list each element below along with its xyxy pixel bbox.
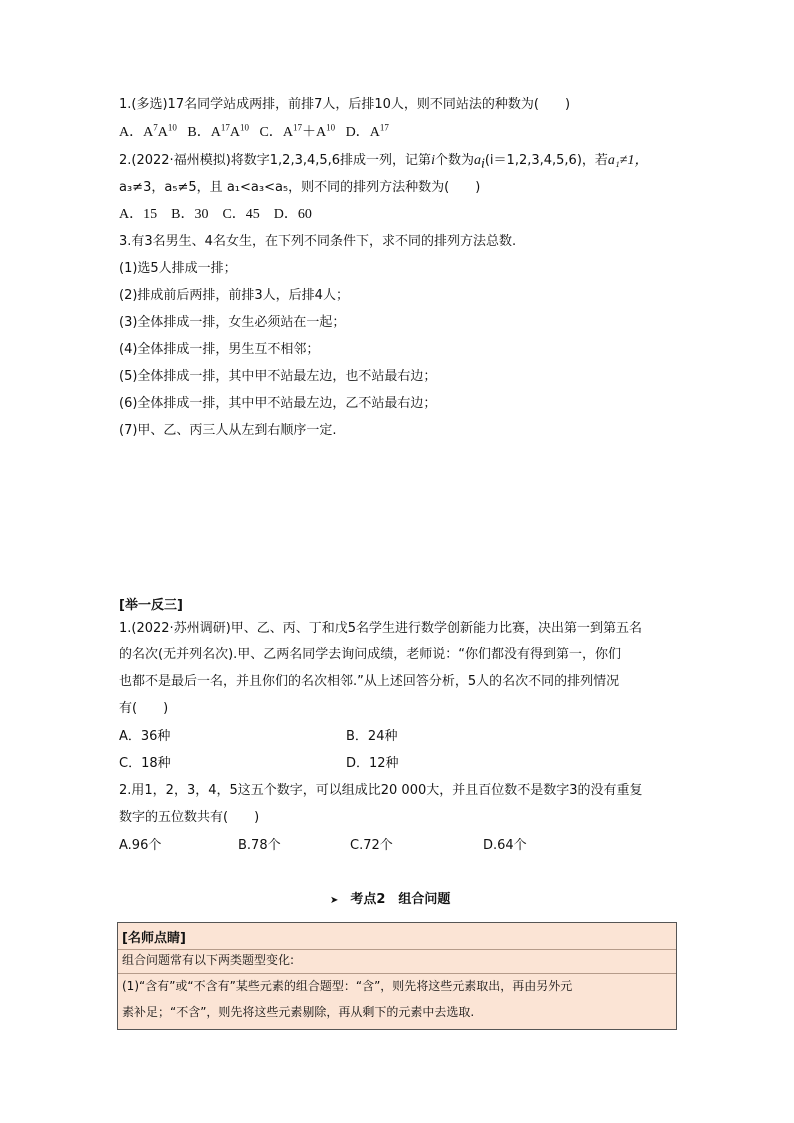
- q2-options: A．15 B．30 C．45 D．60: [119, 207, 312, 222]
- q1-a-sup2: 10: [167, 122, 177, 133]
- q3-item: (7)甲、乙、丙三人从左到右顺序一定.: [119, 423, 337, 438]
- q1-c-sym2: A: [315, 125, 327, 140]
- section-heading: [330, 888, 450, 907]
- q1-stem: 1.(多选)17名同学站成两排，前排7人，后排10人，则不同站法的种数为( ): [119, 97, 571, 112]
- q1-d-sup1: 17: [379, 122, 389, 133]
- q3-item: (3)全体排成一排，女生必须站在一起；: [119, 315, 346, 330]
- practice-q1-line: 1.(2022·苏州调研)甲、乙、丙、丁和戊5名学生进行数学创新能力比赛，决出第一到第五名: [119, 621, 643, 636]
- q1-b-sym2: A: [229, 125, 240, 140]
- q1-a-sym2: A: [157, 125, 168, 140]
- arrow-icon: ➤: [330, 895, 339, 906]
- practice-q2-option-c: C.72个: [350, 838, 393, 853]
- q3-item: (6)全体排成一排，其中甲不站最左边，乙不站最右边；: [119, 396, 437, 411]
- practice-q1-option-c: C．18种: [119, 756, 171, 771]
- q1-d-sym1: A: [369, 125, 380, 140]
- q1-a-sym1: A: [143, 125, 154, 140]
- tip-divider: [118, 949, 676, 950]
- q2-line1-cond: a₁≠1，: [607, 153, 649, 168]
- q1-option-c-label: C．: [259, 125, 283, 140]
- tip-title: [名师点睛]: [122, 931, 186, 946]
- q2-line1: [119, 153, 649, 172]
- practice-q1-line: 有( ): [119, 701, 169, 716]
- q3-stem: 3.有3名男生、4名女生，在下列不同条件下，求不同的排列方法总数.: [119, 234, 517, 249]
- q3-item: (1)选5人排成一排；: [119, 261, 237, 276]
- q1-option-b-label: B．: [187, 125, 211, 140]
- q1-b-sup1: 17: [220, 122, 230, 133]
- practice-q2-option-b: B.78个: [238, 838, 281, 853]
- q1-b-sym1: A: [210, 125, 221, 140]
- q1-c-sup2: 10: [326, 122, 336, 133]
- practice-q1-line: 的名次(无并列名次).甲、乙两名同学去询问成绩，老师说：“你们都没有得到第一，你们: [119, 647, 622, 662]
- q1-options: A．$A^7A^{10}$ B．$A^{17}A^{10}$ C．$A^{17}+A^{10}$ D．$A^{17}$: [119, 122, 389, 140]
- q1-a-sup1: 7: [153, 122, 158, 133]
- q1-c-sup1: 17: [292, 122, 302, 133]
- practice-q2-line: 2.用1，2，3，4，5这五个数字，可以组成比20 000大，并且百位数不是数字3的没有重复: [119, 783, 643, 798]
- practice-q1-option-b: B．24种: [346, 729, 398, 744]
- practice-q1-option-a: A．36种: [119, 729, 171, 744]
- q3-item: (4)全体排成一排，男生互不相邻；: [119, 342, 320, 357]
- q2-line1-part2: 个数为: [434, 153, 474, 168]
- q2-var-i: i: [431, 153, 435, 168]
- q3-item: (5)全体排成一排，其中甲不站最左边，也不站最右边；: [119, 369, 437, 384]
- practice-q2-line: 数字的五位数共有( ): [119, 810, 260, 825]
- q2-line2: a₃≠3，a₅≠5，且 a₁<a₃<a₅，则不同的排列方法种数为( ): [119, 180, 481, 195]
- practice-q2-option-a: A.96个: [119, 838, 162, 853]
- practice-q1-option-d: D．12种: [346, 756, 399, 771]
- q1-option-d-label: D．: [345, 125, 370, 140]
- q3-item: (2)排成前后两排，前排3人，后排4人；: [119, 288, 349, 303]
- q2-sub-i: i: [480, 156, 485, 172]
- q2-var-a: a: [473, 153, 481, 168]
- q1-c-sym1: A: [282, 125, 293, 140]
- q1-b-sup2: 10: [239, 122, 249, 133]
- q2-line1-part3: (i＝1,2,3,4,5,6)，若: [484, 153, 608, 168]
- practice-heading: [举一反三]: [119, 598, 183, 613]
- q1-option-a-label: A．: [119, 125, 144, 140]
- tip-box: [117, 922, 677, 1030]
- practice-q2-option-d: D.64个: [483, 838, 527, 853]
- section-heading-text: 考点2 组合问题: [350, 892, 451, 907]
- tip-line: 素补足；“不含”，则先将这些元素剔除，再从剩下的元素中去选取.: [122, 1005, 475, 1019]
- practice-q1-line: 也都不是最后一名，并且你们的名次相邻.”从上述回答分析，5人的名次不同的排列情况: [119, 674, 620, 689]
- tip-divider: [118, 973, 676, 974]
- q2-line1-part1: 2.(2022·福州模拟)将数字1,2,3,4,5,6排成一列，记第: [119, 153, 432, 168]
- tip-line: 组合问题常有以下两类题型变化:: [122, 953, 295, 967]
- tip-line: (1)“含有”或“不含有”某些元素的组合题型：“含”，则先将这些元素取出，再由另外元: [122, 979, 573, 993]
